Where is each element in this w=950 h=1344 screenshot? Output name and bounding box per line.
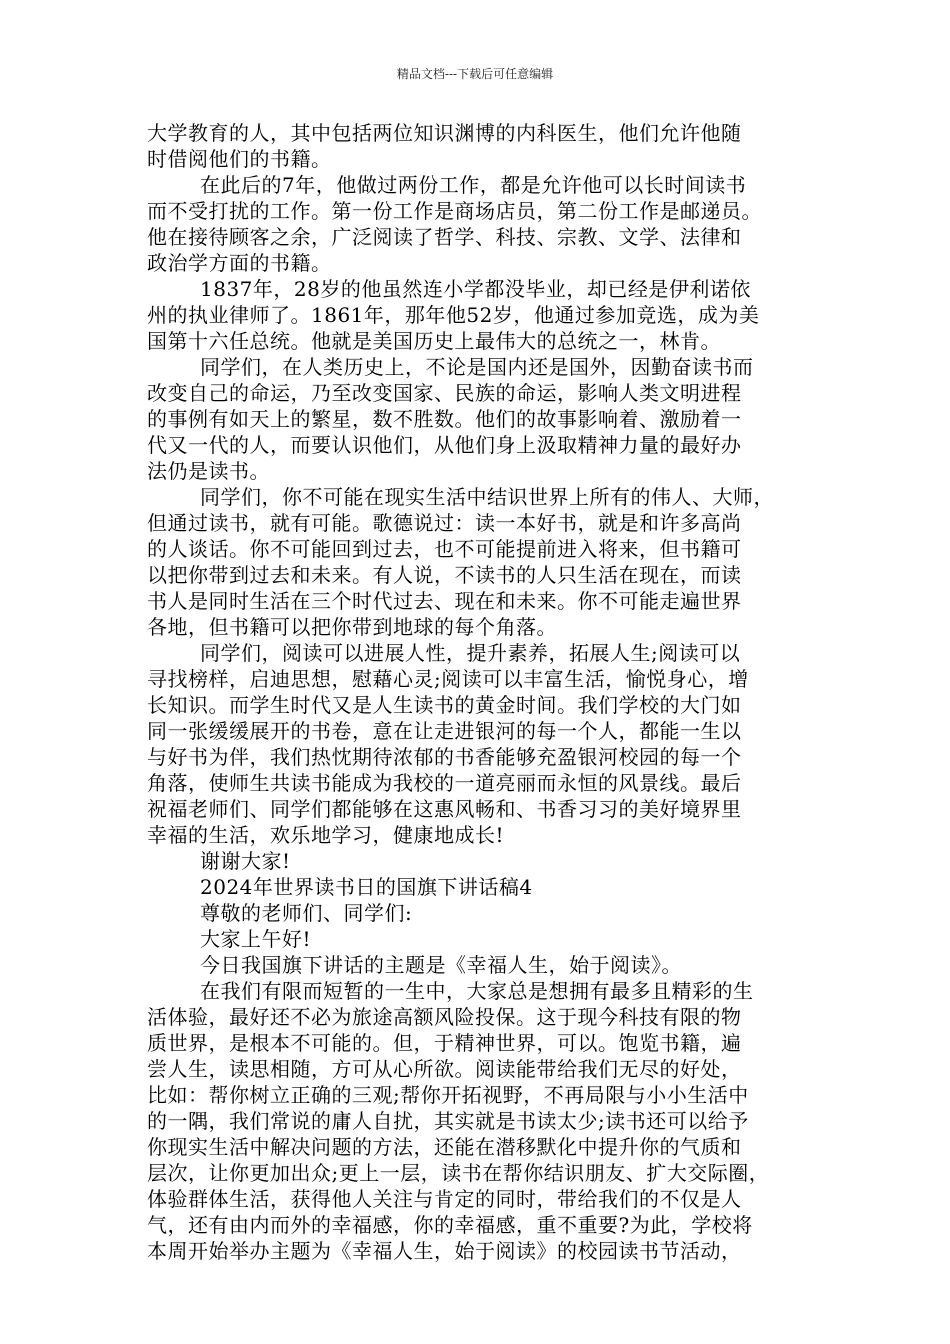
text-line: 的事例有如天上的繁星，数不胜数。他们的故事影响着、激励着一 [147, 407, 742, 431]
document-body [147, 120, 812, 1264]
text-line: 谢谢大家! [200, 849, 291, 873]
text-line: 政治学方面的书籍。 [147, 251, 332, 275]
text-line: 代又一代的人，而要认识他们，从他们身上汲取精神力量的最好办 [147, 433, 742, 457]
text-line: 1837年，28岁的他虽然连小学都没毕业，却已经是伊利诺依 [200, 277, 751, 301]
text-line: 同学们，在人类历史上，不论是国内还是国外，因勤奋读书而 [200, 355, 754, 379]
text-line: 但通过读书，就有可能。歌德说过：读一本好书，就是和许多高尚 [147, 511, 742, 535]
text-line: 祝福老师们、同学们都能够在这惠风畅和、书香习习的美好境界里 [147, 797, 742, 821]
text-line: 同学们，阅读可以进展人性，提升素养，拓展人生;阅读可以 [200, 641, 741, 665]
text-line: 比如：帮你树立正确的三观;帮你开拓视野，不再局限与小小生活中 [147, 1083, 749, 1107]
text-line: 幸福的生活，欢乐地学习，健康地成长! [147, 823, 505, 847]
text-line: 以把你带到过去和未来。有人说，不读书的人只生活在现在，而读 [147, 563, 742, 587]
text-line: 今日我国旗下讲话的主题是《幸福人生，始于阅读》。 [200, 953, 682, 977]
text-line: 大学教育的人，其中包括两位知识渊博的内科医生，他们允许他随 [147, 121, 742, 145]
text-line: 2024年世界读书日的国旗下讲话稿4 [200, 875, 533, 899]
text-line: 你现实生活中解决问题的方法，还能在潜移默化中提升你的气质和 [147, 1135, 742, 1159]
text-line: 长知识。而学生时代又是人生读书的黄金时间。我们学校的大门如 [147, 693, 742, 717]
text-line: 与好书为伴，我们热忱期待浓郁的书香能够充盈银河校园的每一个 [147, 745, 742, 769]
text-line: 国第十六任总统。他就是美国历史上最伟大的总统之一，林肯。 [147, 329, 721, 353]
text-line: 同学们，你不可能在现实生活中结识世界上所有的伟人、大师， [200, 485, 774, 509]
text-line: 体验群体生活，获得他人关注与肯定的同时，带给我们的不仅是人 [147, 1187, 742, 1211]
text-line: 各地，但书籍可以把你带到地球的每个角落。 [147, 615, 557, 639]
text-line: 州的执业律师了。1861年，那年他52岁，他通过参加竞选，成为美 [147, 303, 760, 327]
text-line: 的一隅，我们常说的庸人自扰，其实就是书读太少;读书还可以给予 [147, 1109, 749, 1133]
text-line: 他在接待顾客之余，广泛阅读了哲学、科技、宗教、文学、法律和 [147, 225, 742, 249]
text-line: 同一张缓缓展开的书卷，意在让走进银河的每一个人，都能一生以 [147, 719, 742, 743]
text-line: 大家上午好! [200, 927, 312, 951]
text-line: 质世界，是根本不可能的。但，于精神世界，可以。饱览书籍，遍 [147, 1031, 742, 1055]
text-line: 在我们有限而短暂的一生中，大家总是想拥有最多且精彩的生 [200, 979, 754, 1003]
text-line: 活体验，最好还不必为旅途高额风险投保。这于现今科技有限的物 [147, 1005, 742, 1029]
text-line: 在此后的7年，他做过两份工作，都是允许他可以长时间读书 [200, 173, 747, 197]
text-line: 书人是同时生活在三个时代过去、现在和未来。你不可能走遍世界 [147, 589, 742, 613]
text-line: 的人谈话。你不可能回到过去，也不可能提前进入将来，但书籍可 [147, 537, 742, 561]
text-line: 本周开始举办主题为《幸福人生，始于阅读》的校园读书节活动， [147, 1239, 742, 1263]
text-line: 角落，使师生共读书能成为我校的一道亮丽而永恒的风景线。最后 [147, 771, 742, 795]
text-line: 改变自己的命运，乃至改变国家、民族的命运，影响人类文明进程 [147, 381, 742, 405]
text-line: 层次，让你更加出众;更上一层，读书在帮你结识朋友、扩大交际圈， [147, 1161, 770, 1185]
text-line: 而不受打扰的工作。第一份工作是商场店员，第二份工作是邮递员。 [147, 199, 762, 223]
text-line: 尊敬的老师们、同学们: [200, 901, 413, 925]
page-header: 精品文档---下载后可任意编辑 [396, 67, 554, 81]
text-line: 法仍是读书。 [147, 459, 270, 483]
text-line: 时借阅他们的书籍。 [147, 147, 332, 171]
text-line: 气，还有由内而外的幸福感，你的幸福感，重不重要?为此，学校将 [147, 1213, 753, 1237]
text-line: 寻找榜样，启迪思想，慰藉心灵;阅读可以丰富生活，愉悦身心，增 [147, 667, 749, 691]
text-line: 尝人生，读思相随，方可从心所欲。阅读能带给我们无尽的好处， [147, 1057, 742, 1081]
